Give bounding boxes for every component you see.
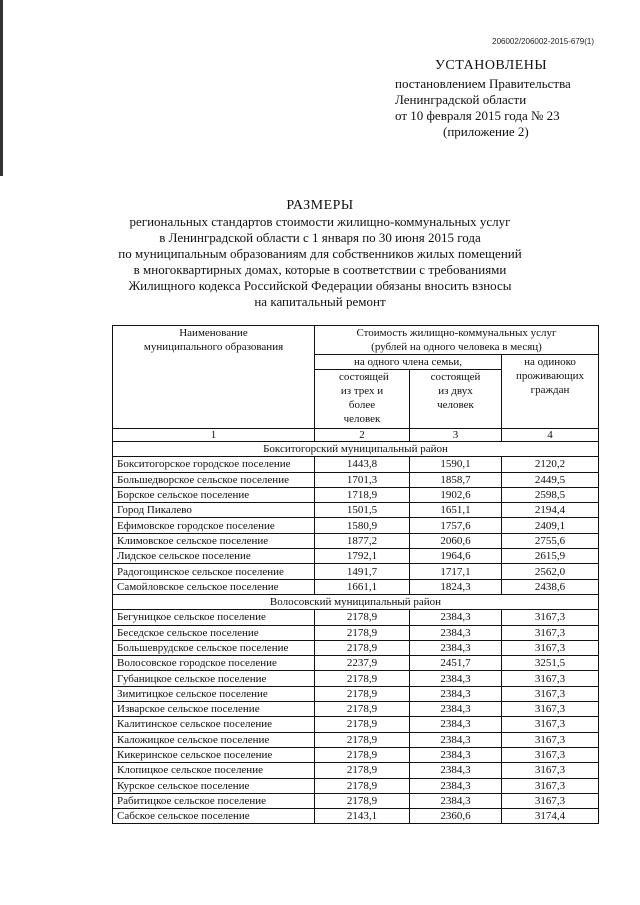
value-two: 2360,6 bbox=[410, 809, 502, 824]
table-row bbox=[113, 809, 599, 824]
municipality-name: Кикеринское сельское поселение bbox=[113, 747, 315, 762]
heading-line: в Ленинградской области с 1 января по 30 июня 2015 года bbox=[159, 230, 481, 245]
value-three-plus: 1877,2 bbox=[315, 533, 410, 548]
district-name: Бокситогорский муниципальный район bbox=[113, 442, 599, 457]
table-row bbox=[113, 640, 599, 655]
table-row bbox=[113, 579, 599, 594]
header-cost-line: Стоимость жилищно-коммунальных услуг bbox=[356, 327, 557, 339]
municipality-name: Курское сельское поселение bbox=[113, 778, 315, 793]
value-two: 2384,3 bbox=[410, 640, 502, 655]
value-two: 1651,1 bbox=[410, 503, 502, 518]
municipality-name: Изварское сельское поселение bbox=[113, 702, 315, 717]
value-two: 2384,3 bbox=[410, 778, 502, 793]
municipality-name: Самойловское сельское поселение bbox=[113, 579, 315, 594]
approval-line: постановлением Правительства bbox=[395, 76, 571, 91]
table-row bbox=[113, 732, 599, 747]
header-name-line: муниципального образования bbox=[143, 341, 284, 353]
value-three-plus: 2143,1 bbox=[315, 809, 410, 824]
value-single: 3167,3 bbox=[502, 640, 599, 655]
value-single: 3174,4 bbox=[502, 809, 599, 824]
value-single: 3167,3 bbox=[502, 671, 599, 686]
municipality-name: Климовское сельское поселение bbox=[113, 533, 315, 548]
value-single: 2449,5 bbox=[502, 472, 599, 487]
scan-edge-mark bbox=[0, 0, 3, 176]
table-row bbox=[113, 472, 599, 487]
table-body bbox=[113, 442, 599, 824]
table-row bbox=[113, 549, 599, 564]
municipality-name: Бегуницкое сельское поселение bbox=[113, 610, 315, 625]
value-three-plus: 2178,9 bbox=[315, 625, 410, 640]
value-two: 2384,3 bbox=[410, 625, 502, 640]
header-two: состоящей из двух человек bbox=[410, 370, 502, 429]
value-single: 3167,3 bbox=[502, 717, 599, 732]
table-row bbox=[113, 487, 599, 502]
value-three-plus: 2178,9 bbox=[315, 671, 410, 686]
municipality-name: Город Пикалево bbox=[113, 503, 315, 518]
table-row bbox=[113, 625, 599, 640]
column-number: 4 bbox=[502, 429, 599, 442]
value-single: 2615,9 bbox=[502, 549, 599, 564]
value-three-plus: 2178,9 bbox=[315, 793, 410, 808]
heading-line: по муниципальным образованиям для собственников жилых помещений bbox=[118, 246, 522, 261]
municipality-name: Большеврудское сельское поселение bbox=[113, 640, 315, 655]
municipality-name: Сабское сельское поселение bbox=[113, 809, 315, 824]
value-two: 1858,7 bbox=[410, 472, 502, 487]
table-row bbox=[113, 793, 599, 808]
municipality-name: Лидское сельское поселение bbox=[113, 549, 315, 564]
value-single: 3167,3 bbox=[502, 686, 599, 701]
value-single: 3167,3 bbox=[502, 610, 599, 625]
standards-table bbox=[112, 325, 599, 824]
value-two: 2384,3 bbox=[410, 793, 502, 808]
value-two: 1717,1 bbox=[410, 564, 502, 579]
value-two: 2384,3 bbox=[410, 763, 502, 778]
value-three-plus: 2178,9 bbox=[315, 732, 410, 747]
table-row bbox=[113, 564, 599, 579]
value-three-plus: 1580,9 bbox=[315, 518, 410, 533]
header-single: на одиноко проживающих граждан bbox=[502, 355, 599, 429]
value-three-plus: 2178,9 bbox=[315, 717, 410, 732]
value-three-plus: 1792,1 bbox=[315, 549, 410, 564]
header-cost bbox=[315, 326, 599, 355]
district-row bbox=[113, 594, 599, 609]
value-two: 2384,3 bbox=[410, 702, 502, 717]
header-per-member: на одного члена семьи, bbox=[315, 355, 502, 370]
municipality-name: Бокситогорское городское поселение bbox=[113, 457, 315, 472]
value-three-plus: 2178,9 bbox=[315, 640, 410, 655]
municipality-name: Радогощинское сельское поселение bbox=[113, 564, 315, 579]
value-single: 2409,1 bbox=[502, 518, 599, 533]
column-number: 2 bbox=[315, 429, 410, 442]
value-two: 2451,7 bbox=[410, 656, 502, 671]
value-single: 2438,6 bbox=[502, 579, 599, 594]
district-row bbox=[113, 442, 599, 457]
value-single: 3167,3 bbox=[502, 732, 599, 747]
table-row bbox=[113, 671, 599, 686]
municipality-name: Каложицкое сельское поселение bbox=[113, 732, 315, 747]
municipality-name: Ефимовское городское поселение bbox=[113, 518, 315, 533]
approval-line: от 10 февраля 2015 года № 23 bbox=[395, 108, 560, 123]
municipality-name: Калитинское сельское поселение bbox=[113, 717, 315, 732]
value-single: 3167,3 bbox=[502, 778, 599, 793]
value-single: 3167,3 bbox=[502, 625, 599, 640]
value-single: 2755,6 bbox=[502, 533, 599, 548]
value-two: 1590,1 bbox=[410, 457, 502, 472]
value-three-plus: 1501,5 bbox=[315, 503, 410, 518]
value-two: 1902,6 bbox=[410, 487, 502, 502]
value-two: 2384,3 bbox=[410, 732, 502, 747]
heading-line: на капитальный ремонт bbox=[254, 294, 386, 309]
table-row bbox=[113, 778, 599, 793]
value-three-plus: 1491,7 bbox=[315, 564, 410, 579]
value-three-plus: 1443,8 bbox=[315, 457, 410, 472]
table-row bbox=[113, 610, 599, 625]
value-single: 3251,5 bbox=[502, 656, 599, 671]
municipality-name: Борское сельское поселение bbox=[113, 487, 315, 502]
value-three-plus: 2178,9 bbox=[315, 610, 410, 625]
table-row bbox=[113, 686, 599, 701]
table-row bbox=[113, 717, 599, 732]
municipality-name: Рабитицкое сельское поселение bbox=[113, 793, 315, 808]
value-single: 3167,3 bbox=[502, 793, 599, 808]
value-three-plus: 2178,9 bbox=[315, 747, 410, 762]
value-two: 2060,6 bbox=[410, 533, 502, 548]
value-single: 2598,5 bbox=[502, 487, 599, 502]
value-two: 2384,3 bbox=[410, 671, 502, 686]
municipality-name: Большедворское сельское поселение bbox=[113, 472, 315, 487]
table-row bbox=[113, 533, 599, 548]
value-two: 2384,3 bbox=[410, 686, 502, 701]
table-row bbox=[113, 518, 599, 533]
value-single: 2562,0 bbox=[502, 564, 599, 579]
value-two: 1757,6 bbox=[410, 518, 502, 533]
municipality-name: Беседское сельское поселение bbox=[113, 625, 315, 640]
table-row bbox=[113, 702, 599, 717]
table-row bbox=[113, 747, 599, 762]
table-row bbox=[113, 503, 599, 518]
value-three-plus: 2178,9 bbox=[315, 778, 410, 793]
value-three-plus: 2178,9 bbox=[315, 702, 410, 717]
value-three-plus: 1661,1 bbox=[315, 579, 410, 594]
column-number: 1 bbox=[113, 429, 315, 442]
value-single: 3167,3 bbox=[502, 702, 599, 717]
header-three-plus: состоящей из трех и более человек bbox=[315, 370, 410, 429]
value-two: 2384,3 bbox=[410, 747, 502, 762]
value-two: 2384,3 bbox=[410, 717, 502, 732]
table-row bbox=[113, 457, 599, 472]
approval-block bbox=[395, 58, 595, 140]
value-two: 1964,6 bbox=[410, 549, 502, 564]
value-single: 2120,2 bbox=[502, 457, 599, 472]
value-three-plus: 2178,9 bbox=[315, 686, 410, 701]
heading-title: РАЗМЕРЫ bbox=[286, 198, 354, 213]
document-number: 206002/206002-2015-679(1) bbox=[492, 37, 594, 46]
municipality-name: Волосовское городское поселение bbox=[113, 656, 315, 671]
value-single: 2194,4 bbox=[502, 503, 599, 518]
district-name: Волосовский муниципальный район bbox=[113, 594, 599, 609]
value-two: 2384,3 bbox=[410, 610, 502, 625]
municipality-name: Зимитицкое сельское поселение bbox=[113, 686, 315, 701]
municipality-name: Губаницкое сельское поселение bbox=[113, 671, 315, 686]
value-single: 3167,3 bbox=[502, 747, 599, 762]
approval-line: Ленинградской области bbox=[395, 92, 527, 107]
municipality-name: Клопицкое сельское поселение bbox=[113, 763, 315, 778]
heading-line: Жилищного кодекса Российской Федерации обязаны вносить взносы bbox=[128, 278, 512, 293]
value-two: 1824,3 bbox=[410, 579, 502, 594]
header-cost-line: (рублей на одного человека в месяц) bbox=[371, 341, 542, 353]
table-row bbox=[113, 656, 599, 671]
header-name-column bbox=[113, 326, 315, 429]
heading-line: региональных стандартов стоимости жилищно-коммунальных услуг bbox=[129, 214, 511, 229]
document-heading bbox=[0, 198, 640, 310]
header-name-line: Наименование bbox=[179, 327, 248, 339]
value-single: 3167,3 bbox=[502, 763, 599, 778]
heading-line: в многоквартирных домах, которые в соответствии с требованиями bbox=[133, 262, 507, 277]
value-three-plus: 2237,9 bbox=[315, 656, 410, 671]
approval-appendix: (приложение 2) bbox=[443, 124, 529, 139]
column-number: 3 bbox=[410, 429, 502, 442]
value-three-plus: 1701,3 bbox=[315, 472, 410, 487]
value-three-plus: 1718,9 bbox=[315, 487, 410, 502]
approval-title: УСТАНОВЛЕНЫ bbox=[435, 58, 548, 73]
value-three-plus: 2178,9 bbox=[315, 763, 410, 778]
table-row bbox=[113, 763, 599, 778]
